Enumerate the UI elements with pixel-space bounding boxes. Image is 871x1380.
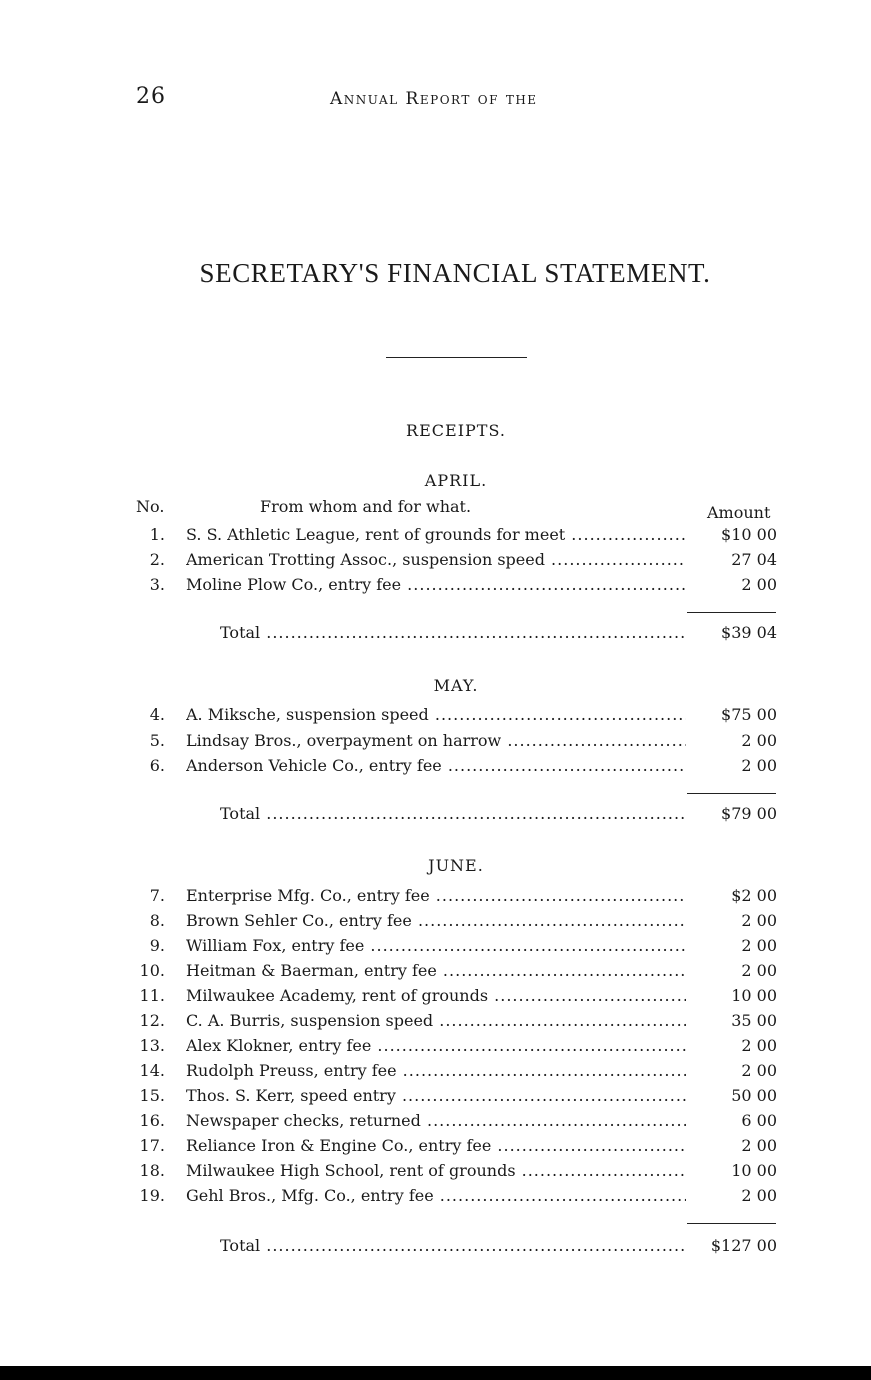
table-row — [0, 886, 871, 910]
table-row — [0, 1086, 871, 1110]
row-description — [186, 575, 686, 594]
row-description — [186, 936, 686, 955]
row-description — [186, 1161, 686, 1180]
table-row — [0, 986, 871, 1010]
row-description-text: C. A. Burris, suspension speed — [186, 1011, 434, 1030]
row-amount: 2 00 — [741, 1036, 777, 1055]
total-label — [220, 804, 686, 823]
row-number: 4. — [149, 705, 165, 724]
total-row-april — [0, 623, 871, 647]
row-description-text: Moline Plow Co., entry fee — [186, 575, 402, 594]
column-header-no: No. — [136, 497, 165, 516]
table-row — [0, 1036, 871, 1060]
row-description-text: Reliance Iron & Engine Co., entry fee — [186, 1136, 492, 1155]
total-label — [220, 1236, 686, 1255]
table-row — [0, 550, 871, 574]
table-row — [0, 1136, 871, 1160]
row-description-text: Newspaper checks, returned — [186, 1111, 421, 1130]
sum-rule — [687, 612, 776, 613]
row-number: 19. — [139, 1186, 165, 1205]
total-row-may — [0, 804, 871, 828]
row-description-text: Heitman & Baerman, entry fee — [186, 961, 437, 980]
running-head: Annual Report of the — [330, 89, 538, 109]
row-description-text: Anderson Vehicle Co., entry fee — [186, 756, 442, 775]
scan-edge-bar — [0, 1366, 871, 1380]
total-label-text: Total — [220, 804, 261, 823]
row-amount: 2 00 — [741, 1061, 777, 1080]
total-label — [220, 623, 686, 642]
row-description — [186, 705, 686, 724]
table-row — [0, 961, 871, 985]
page-number: 26 — [136, 84, 166, 109]
table-row — [0, 575, 871, 599]
row-description-text: S. S. Athletic League, rent of grounds for meet — [186, 525, 566, 544]
table-row — [0, 911, 871, 935]
row-amount: 2 00 — [741, 911, 777, 930]
row-description-text: Thos. S. Kerr, speed entry — [186, 1086, 396, 1105]
row-description-text: American Trotting Assoc., suspension speed — [186, 550, 545, 569]
row-description — [186, 1136, 686, 1155]
row-amount: 10 00 — [731, 1161, 777, 1180]
row-amount: 2 00 — [741, 1186, 777, 1205]
row-description-text: Lindsay Bros., overpayment on harrow — [186, 731, 502, 750]
table-row — [0, 936, 871, 960]
row-amount: 2 00 — [741, 961, 777, 980]
row-number: 2. — [149, 550, 165, 569]
month-heading-april: APRIL. — [424, 471, 488, 490]
title-divider — [386, 357, 527, 358]
row-description — [186, 731, 686, 750]
sum-rule — [687, 1223, 776, 1224]
row-description-text: William Fox, entry fee — [186, 936, 365, 955]
row-description-text: Enterprise Mfg. Co., entry fee — [186, 886, 430, 905]
total-amount: $39 04 — [721, 623, 777, 642]
row-description — [186, 886, 686, 905]
row-number: 12. — [139, 1011, 165, 1030]
table-row — [0, 1061, 871, 1085]
row-number: 9. — [149, 936, 165, 955]
table-row — [0, 731, 871, 755]
total-label-text: Total — [220, 623, 261, 642]
row-amount: $75 00 — [721, 705, 777, 724]
table-row — [0, 1161, 871, 1185]
row-description — [186, 1086, 686, 1105]
row-number: 6. — [149, 756, 165, 775]
row-description — [186, 1111, 686, 1130]
row-description-text: Rudolph Preuss, entry fee — [186, 1061, 397, 1080]
row-description — [186, 550, 686, 569]
row-description — [186, 961, 686, 980]
row-amount: 10 00 — [731, 986, 777, 1005]
table-row — [0, 1011, 871, 1035]
row-description-text: Milwaukee High School, rent of grounds — [186, 1161, 516, 1180]
row-amount: 2 00 — [741, 575, 777, 594]
table-row — [0, 525, 871, 549]
row-amount: 27 04 — [731, 550, 777, 569]
row-amount: 2 00 — [741, 1136, 777, 1155]
row-description-text: A. Miksche, suspension speed — [186, 705, 429, 724]
row-number: 3. — [149, 575, 165, 594]
row-number: 5. — [149, 731, 165, 750]
table-row — [0, 705, 871, 729]
row-description-text: Gehl Bros., Mfg. Co., entry fee — [186, 1186, 434, 1205]
row-amount: $2 00 — [731, 886, 777, 905]
section-heading-receipts: RECEIPTS. — [406, 421, 506, 440]
row-description-text: Brown Sehler Co., entry fee — [186, 911, 412, 930]
row-number: 16. — [139, 1111, 165, 1130]
row-amount: 2 00 — [741, 731, 777, 750]
sum-rule — [687, 793, 776, 794]
row-number: 7. — [149, 886, 165, 905]
month-heading-june: JUNE. — [428, 856, 484, 875]
row-description — [186, 1011, 686, 1030]
column-header-description: From whom and for what. — [260, 497, 472, 516]
row-description — [186, 1186, 686, 1205]
total-amount: $127 00 — [710, 1236, 777, 1255]
page-title: SECRETARY'S FINANCIAL STATEMENT. — [199, 258, 711, 288]
table-row — [0, 1111, 871, 1135]
row-number: 13. — [139, 1036, 165, 1055]
row-amount: 35 00 — [731, 1011, 777, 1030]
column-header-amount: Amount — [707, 503, 771, 522]
row-number: 18. — [139, 1161, 165, 1180]
row-number: 14. — [139, 1061, 165, 1080]
row-description-text: Milwaukee Academy, rent of grounds — [186, 986, 489, 1005]
row-description-text: Alex Klokner, entry fee — [186, 1036, 372, 1055]
row-description — [186, 525, 686, 544]
row-description — [186, 756, 686, 775]
total-label-text: Total — [220, 1236, 261, 1255]
row-number: 15. — [139, 1086, 165, 1105]
row-amount: 6 00 — [741, 1111, 777, 1130]
row-number: 10. — [139, 961, 165, 980]
row-amount: 2 00 — [741, 936, 777, 955]
table-row — [0, 1186, 871, 1210]
row-description — [186, 986, 686, 1005]
row-amount: 50 00 — [731, 1086, 777, 1105]
row-amount: $10 00 — [721, 525, 777, 544]
row-description — [186, 1061, 686, 1080]
table-row — [0, 756, 871, 780]
row-description — [186, 1036, 686, 1055]
row-description — [186, 911, 686, 930]
month-heading-may: MAY. — [433, 676, 479, 695]
row-number: 11. — [139, 986, 165, 1005]
total-amount: $79 00 — [721, 804, 777, 823]
row-number: 1. — [149, 525, 165, 544]
total-row-june — [0, 1236, 871, 1260]
row-amount: 2 00 — [741, 756, 777, 775]
row-number: 8. — [149, 911, 165, 930]
row-number: 17. — [139, 1136, 165, 1155]
